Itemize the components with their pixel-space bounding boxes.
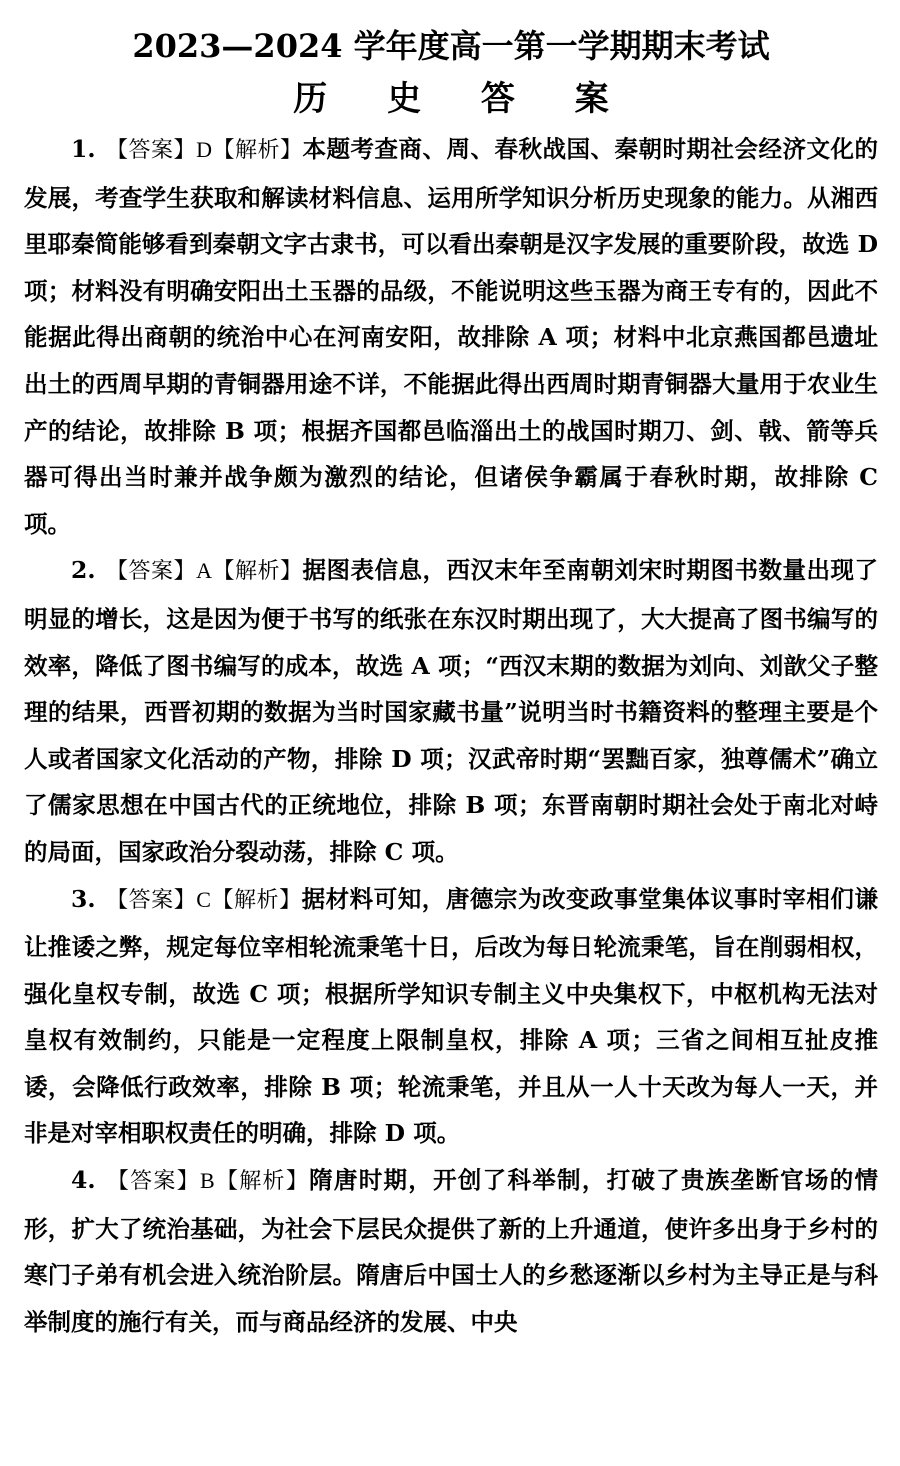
answer-letter: D <box>196 137 212 162</box>
answer-tag: 【答案】 <box>105 559 197 585</box>
answer-item-3 <box>24 876 878 1158</box>
analysis-tag: 【解析】 <box>211 559 303 585</box>
answer-letter: B <box>200 1168 215 1194</box>
item-number: 1. <box>71 135 96 163</box>
analysis-text: 本题考查商、周、春秋战国、秦朝时期社会经济文化的发展，考查学生获取和解读材料信息、运用所学知识分析历史现象的能力。从湘西里耶秦简能够看到秦朝文字古隶书，可以看出秦朝是汉字发展的重要阶段，故选 D 项；材料没有明确安阳出土玉器的品级，不能说明这些玉器为商王专有的，因此不能据此得出商朝的统治中心在河南安阳，故排除 A 项；材料中北京燕国都邑遗址出土的西周早期的青铜器用途不详，不能据此得出西周时期青铜器大量用于农业生产的结论，故排除 B 项；根据齐国都邑临淄出土的战国时期刀、剑、戟、箭等兵器可得出当时兼并战争颇为激烈的结论，但诸侯争霸属于春秋时期，故排除 C 项。 <box>24 135 878 538</box>
analysis-tag: 【解析】 <box>214 1169 310 1195</box>
answer-letter: A <box>196 558 212 584</box>
answer-item-1 <box>24 126 878 547</box>
answer-tag: 【答案】 <box>105 138 197 163</box>
item-number: 3. <box>71 884 96 913</box>
answer-tag: 【答案】 <box>105 887 197 913</box>
item-number: 4. <box>71 1166 96 1195</box>
answer-tag: 【答案】 <box>105 1169 200 1195</box>
analysis-text: 隋唐时期，开创了科举制，打破了贵族垄断官场的情形，扩大了统治基础，为社会下层民众提供了新的上升通道，使许多出身于乡村的寒门子弟有机会进入统治阶层。隋唐后中国士人的乡愁逐渐以乡村为主导正是与科举制度的施行有关，而与商品经济的发展、中央 <box>24 1166 878 1336</box>
page-title: 2023—2024 学年度高一第一学期期末考试 <box>132 27 770 65</box>
analysis-text: 据材料可知，唐德宗为改变政事堂集体议事时宰相们谦让推诿之弊，规定每位宰相轮流秉笔十日，后改为每日轮流秉笔，旨在削弱相权，强化皇权专制，故选 C 项；根据所学知识专制主义中央集权下，中枢机构无法对皇权有效制约，只能是一定程度上限制皇权，排除 A 项；三省之间相互扯皮推诿，会降低行政效率，排除 B 项；轮流秉笔，并且从一人十天改为每人一天，并非是对宰相职权责任的明确，排除 D 项。 <box>24 884 878 1148</box>
answer-item-2 <box>24 547 878 875</box>
analysis-tag: 【解析】 <box>211 138 303 163</box>
analysis-text: 据图表信息，西汉末年至南朝刘宋时期图书数量出现了明显的增长，这是因为便于书写的纸张在东汉时期出现了，大大提高了图书编写的效率，降低了图书编写的成本，故选 A 项；“西汉末期的数据为刘向、刘歆父子整理的结果，西晋初期的数据为当时国家藏书量”说明当时书籍资料的整理主要是个人或者国家文化活动的产物，排除 D 项；汉武帝时期“罢黜百家，独尊儒术”确立了儒家思想在中国古代的正统地位，排除 B 项；东晋南朝时期社会处于南北对峙的局面，国家政治分裂动荡，排除 C 项。 <box>24 556 878 866</box>
item-number: 2. <box>71 556 96 585</box>
analysis-tag: 【解析】 <box>210 887 302 913</box>
page-subtitle: 历 史 答 案 <box>293 79 633 119</box>
answer-letter: C <box>196 886 211 912</box>
answer-item-4 <box>24 1157 878 1345</box>
